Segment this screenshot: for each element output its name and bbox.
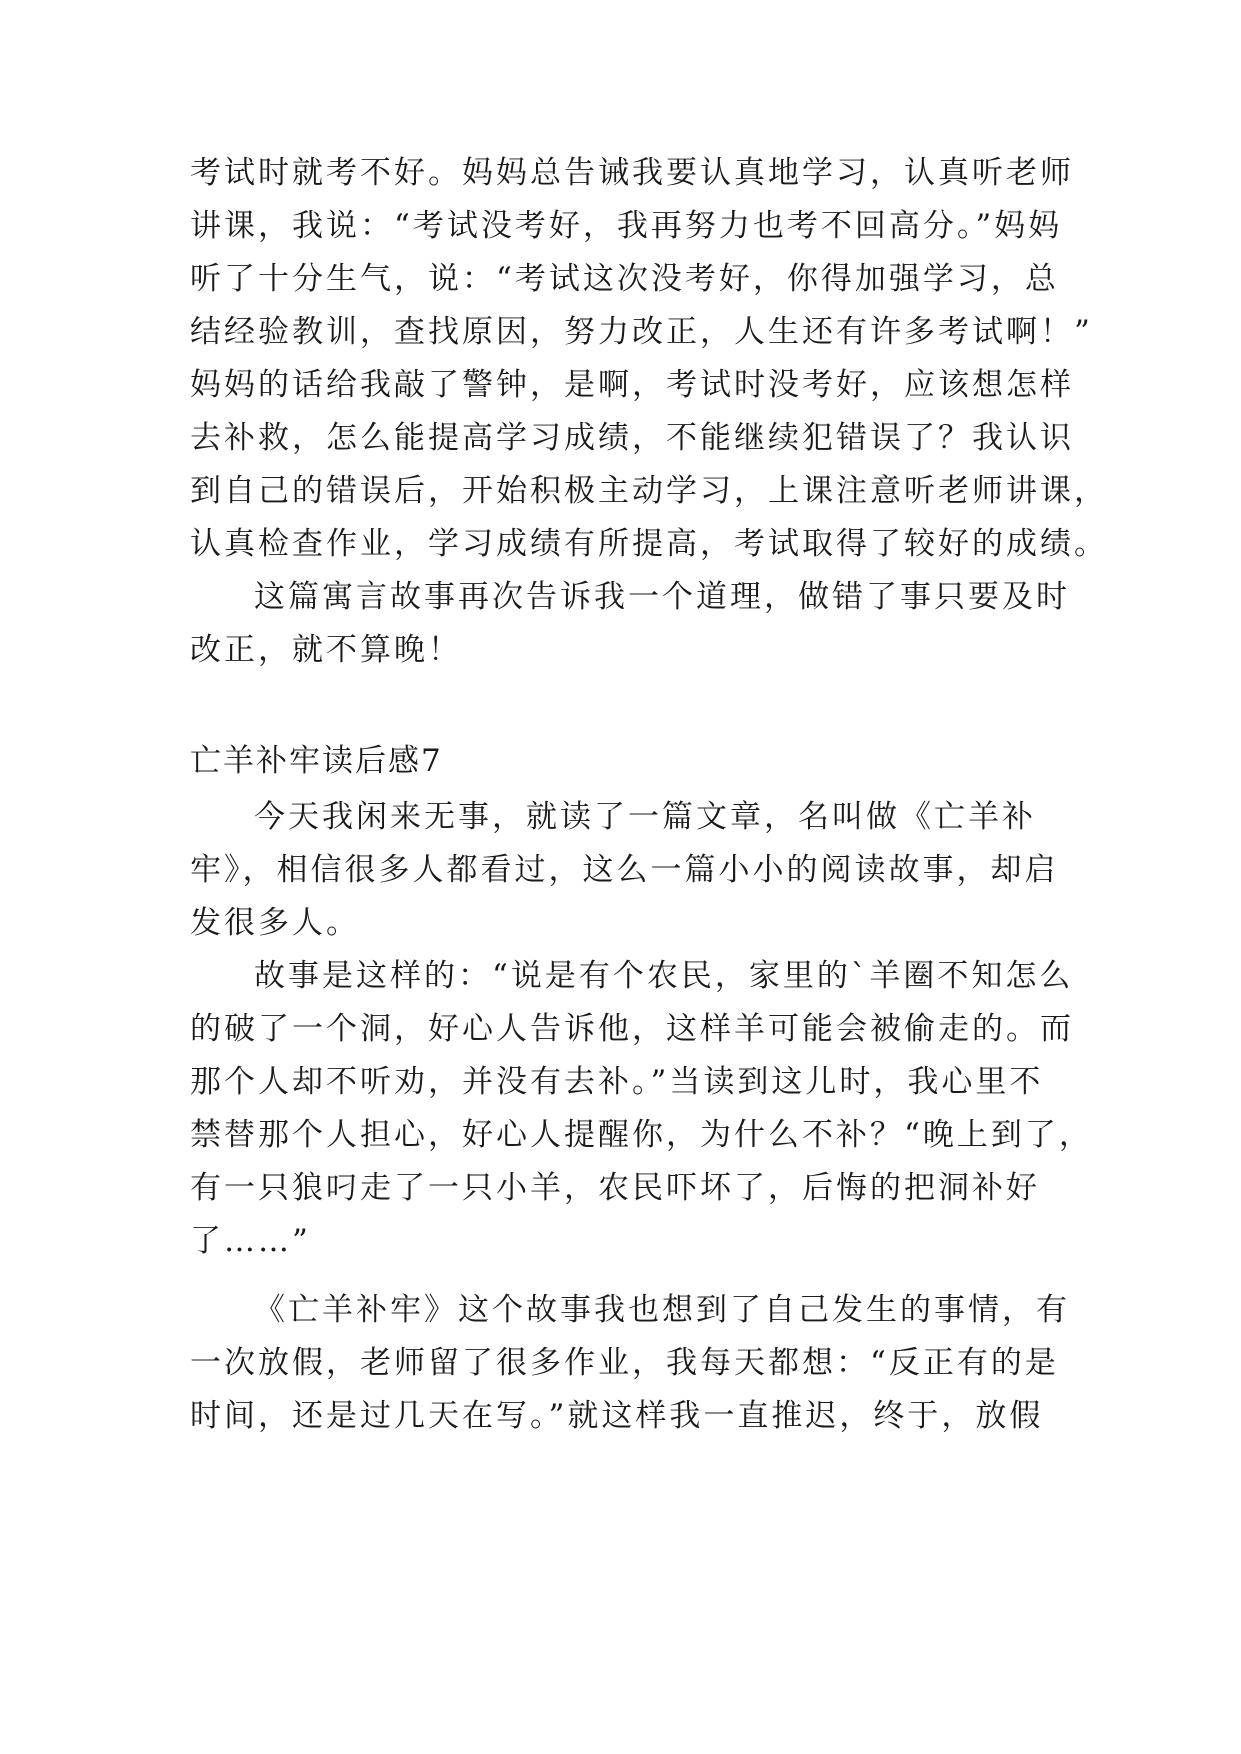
text-line: 认真检查作业，学习成绩有所提高，考试取得了较好的成绩。 [190, 526, 1108, 562]
text-line: 这篇寓言故事再次告诉我一个道理，做错了事只要及时 [254, 579, 1070, 615]
text-line: 发很多人。 [190, 905, 360, 941]
text-line: 故事是这样的：“说是有个农民，家里的`羊圈不知怎么 [254, 958, 1074, 994]
text-line: 今天我闲来无事，就读了一篇文章，名叫做《亡羊补 [254, 799, 1036, 835]
text-line: 的破了一个洞，好心人告诉他，这样羊可能会被偷走的。而 [190, 1011, 1074, 1047]
text-line: 讲课，我说：“考试没考好，我再努力也考不回高分。”妈妈 [190, 208, 1063, 244]
text-line: 结经验教训，查找原因，努力改正，人生还有许多考试啊！” [190, 314, 1093, 350]
text-line: 一次放假，老师留了很多作业，我每天都想：“反正有的是 [190, 1345, 1059, 1381]
text-line: 妈妈的话给我敲了警钟，是啊，考试时没考好，应该想怎样 [190, 367, 1074, 403]
text-line: 听了十分生气，说：“考试这次没考好，你得加强学习，总 [190, 261, 1059, 297]
text-line: 牢》，相信很多人都看过，这么一篇小小的阅读故事，却启 [190, 852, 1059, 888]
text-line: 到自己的错误后，开始积极主动学习，上课注意听老师讲课， [190, 473, 1108, 509]
text-line: 禁替那个人担心，好心人提醒你，为什么不补？“晚上到了， [190, 1117, 1093, 1153]
text-line: 那个人却不听劝，并没有去补。”当读到这儿时，我心里不 [190, 1064, 1044, 1100]
text-line: 考试时就考不好。妈妈总告诫我要认真地学习，认真听老师 [190, 155, 1074, 191]
text-line: 去补救，怎么能提高学习成绩，不能继续犯错误了？我认识 [190, 420, 1074, 456]
text-line: 改正，就不算晚！ [190, 632, 462, 668]
text-line: 有一只狼叼走了一只小羊，农民吓坏了，后悔的把洞补好 [190, 1170, 1040, 1206]
text-line: 了……” [190, 1223, 311, 1259]
text-line: 时间，还是过几天在写。”就这样我一直推迟，终于，放假 [190, 1398, 1044, 1434]
text-line: 《亡羊补牢》这个故事我也想到了自己发生的事情，有 [254, 1292, 1070, 1328]
section-heading: 亡羊补牢读后感7 [190, 743, 443, 779]
